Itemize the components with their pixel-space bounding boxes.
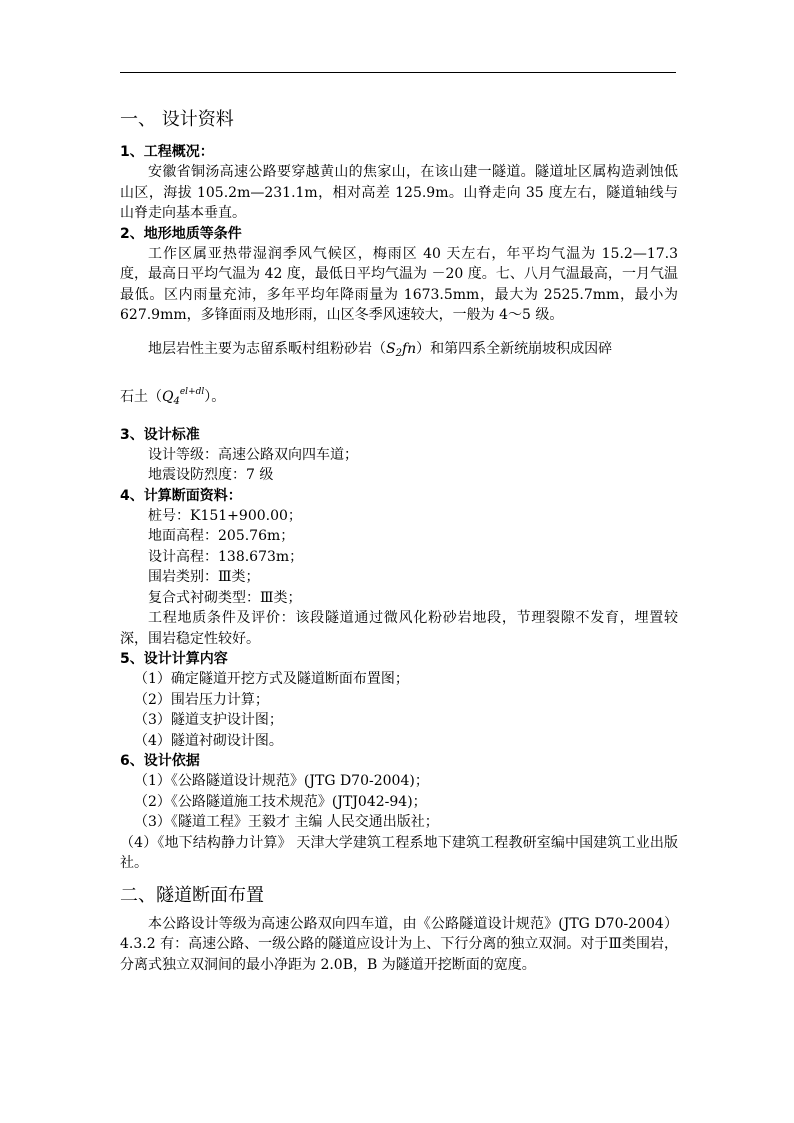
sub6-line-last: （4）《地下结构静力计算》 天津大学建筑工程系地下建筑工程教研室编中国建筑工业出版社。 bbox=[120, 834, 678, 871]
sub6-line: （2）《公路隧道施工技术规范》(JTJ042-94)； bbox=[134, 793, 427, 810]
document-page bbox=[120, 100, 678, 975]
sub6-line: （3）《隧道工程》王毅才 主编 人民交通出版社； bbox=[134, 814, 439, 830]
sub1-text: 安徽省铜汤高速公路要穿越黄山的焦家山，在该山建一隧道。隧道址区属构造剥蚀低山区，海拔 105.2m—231.1m，相对高差 125.9m。山脊走向 35 度左右，隧道轴线与山脊走向基本垂直。 bbox=[120, 164, 678, 221]
sub5-line: （1）确定隧道开挖方式及隧道断面布置图； bbox=[134, 671, 409, 687]
sub5-line: （2）围岩压力计算； bbox=[134, 691, 269, 708]
strata-text-d: ）。 bbox=[204, 388, 226, 405]
sub4-line: 桩号：K151+900.00； bbox=[148, 507, 302, 524]
strata-text-c: 石土（ bbox=[120, 388, 162, 405]
sub2-title: 2、地形地质等条件 bbox=[120, 225, 242, 242]
sub2-text: 工作区属亚热带湿润季风气候区，梅雨区 40 天左右，年平均气温为 15.2—17.3 度，最高日平均气温为 42 度，最低日平均气温为 －20 度。七、八月气温最高，一月气温最低。区内雨量充沛，多年平均年降雨量为 1673.5mm，最大为 2525.7mm，最小为 627.9mm，多锋面雨及地形雨，山区冬季风速较大，一般为 4～5 级。 bbox=[120, 245, 678, 323]
sub6-title: 6、设计依据 bbox=[120, 753, 200, 769]
symbol-q4: $Q_4^{el+dl}$ bbox=[162, 386, 205, 407]
sub4-line: 设计高程：138.673m； bbox=[148, 548, 304, 565]
sub3-line: 地震设防烈度：7 级 bbox=[148, 467, 274, 483]
section1-title: 一、 设计资料 bbox=[120, 109, 234, 130]
strata-paragraph-2 bbox=[120, 377, 678, 417]
strata-text-b: ）和第四系全新统崩坡积成因碎 bbox=[416, 340, 613, 357]
sub4-line: 围岩类别：Ⅲ类； bbox=[148, 569, 260, 585]
sub5-title: 5、设计计算内容 bbox=[120, 651, 228, 667]
sub6-line: （1）《公路隧道设计规范》(JTG D70-2004)； bbox=[134, 773, 429, 789]
sub3-line: 设计等级：高速公路双向四车道； bbox=[148, 446, 358, 463]
symbol-s2fn: $S_2fn$ bbox=[386, 340, 417, 359]
sub5-line: （3）隧道支护设计图； bbox=[134, 712, 283, 728]
header-rule bbox=[120, 72, 676, 73]
strata-paragraph bbox=[120, 334, 678, 369]
sub4-line: 地面高程：205.76m； bbox=[148, 528, 295, 544]
sub1-title: 1、工程概况： bbox=[120, 144, 214, 160]
strata-text-a: 地层岩性主要为志留系畈村组粉砂岩（ bbox=[148, 340, 386, 357]
sub4-line: 复合式衬砌类型：Ⅲ类； bbox=[148, 589, 302, 606]
sub4-title: 4、计算断面资料： bbox=[120, 487, 242, 504]
section2-title: 二、隧道断面布置 bbox=[120, 884, 264, 906]
section2-text: 本公路设计等级为高速公路双向四车道，由《公路隧道设计规范》(JTG D70-2004）4.3.2 有：高速公路、一级公路的隧道应设计为上、下行分离的独立双洞。对于Ⅲ类围岩，分离式独立双洞间的最小净距为 2.0B，B 为隧道开挖断面的宽度。 bbox=[120, 915, 678, 973]
sub3-title: 3、设计标准 bbox=[120, 426, 200, 443]
sub5-line: （4）隧道衬砌设计图。 bbox=[134, 732, 283, 749]
sub4-text: 工程地质条件及评价：该段隧道通过微风化粉砂岩地段，节理裂隙不发育，埋置较深，围岩稳定性较好。 bbox=[120, 610, 678, 647]
